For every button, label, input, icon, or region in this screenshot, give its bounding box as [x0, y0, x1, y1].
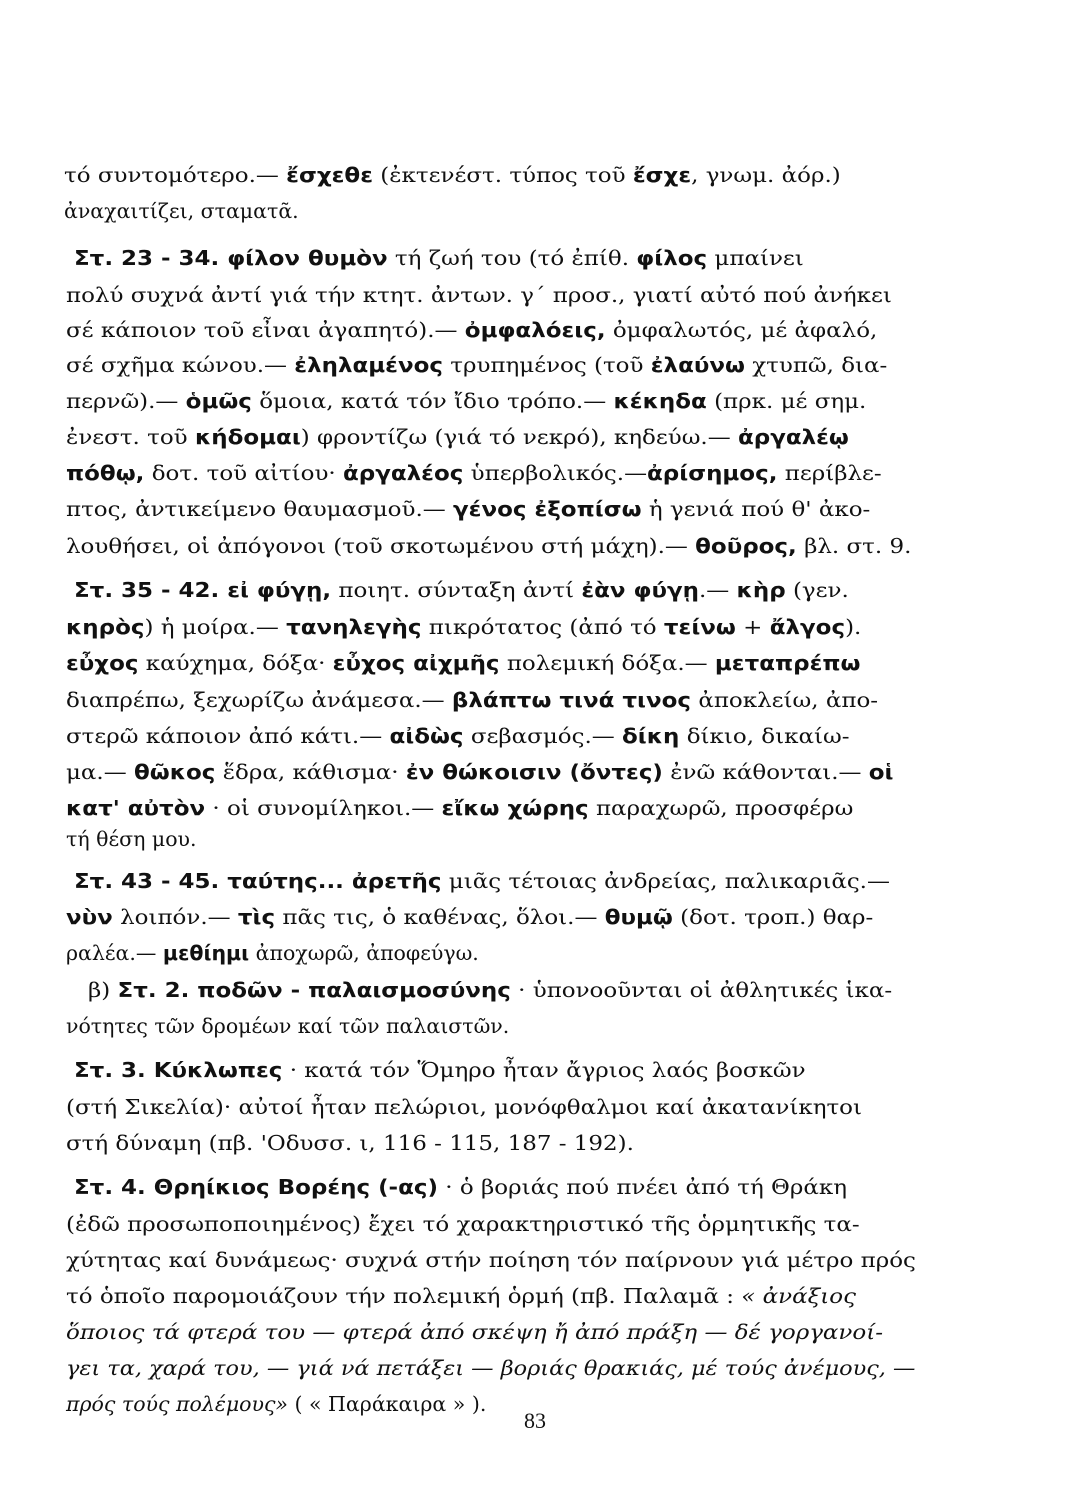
bold-term: εἴκω χώρης: [441, 796, 589, 820]
bold-term: κὴρ: [736, 578, 786, 602]
text-segment: ( « Παράκαιρα » ).: [287, 1392, 487, 1416]
text-segment: ).: [845, 615, 862, 639]
text-line: [66, 350, 887, 380]
bold-term: γένος ἐξοπίσω: [453, 497, 642, 521]
text-segment: πτος, ἀντικείμενο θαυμασμοῦ.—: [66, 497, 454, 521]
bold-term: δίκη: [622, 724, 680, 748]
text-line: [66, 793, 853, 823]
bold-term: ἐληλαμένος: [294, 353, 443, 377]
bold-term: Στ. 2. ποδῶν - παλαισμοσύνης: [117, 978, 511, 1002]
text-segment: βλ. στ. 9.: [796, 534, 912, 558]
text-segment: (ἐδῶ προσωποποιημένος) ἔχει τό χαρακτηριστικό τῆς ὁρμητικῆς τα-: [66, 1212, 860, 1236]
text-segment: πικρότατος (ἀπό τό: [421, 615, 664, 639]
bold-term: φίλος: [636, 246, 708, 270]
bold-term: ὀμφαλόεις,: [464, 318, 606, 342]
bold-term: Στ. 35 - 42.: [74, 578, 228, 602]
text-segment: τό ὁποῖο παρομοιάζουν τήν πολεμική ὁρμή (πβ. Παλαμᾶ :: [66, 1284, 742, 1308]
text-segment: ἐνεστ. τοῦ: [66, 425, 195, 449]
bold-term: τὶς: [237, 905, 276, 929]
bold-term: κηρὸς: [66, 615, 145, 639]
bold-term: κέκηδα: [613, 389, 707, 413]
text-segment: τή ζωή του (τό ἐπίθ.: [387, 246, 637, 270]
text-line: [66, 280, 892, 310]
text-segment: ραλέα.—: [66, 941, 163, 965]
text-segment: σέ σχῆμα κώνου.—: [66, 353, 295, 377]
text-line: [64, 160, 841, 190]
text-segment: ὀμφαλωτός, μέ ἀφαλό,: [605, 318, 878, 342]
text-segment: ἀποχωρῶ, ἀποφεύγω.: [249, 941, 479, 965]
bold-term: βλάπτω τινά τινος: [451, 688, 692, 712]
text-segment: ἕδρα, κάθισμα·: [215, 760, 406, 784]
bold-term: ἐλαύνω: [650, 353, 745, 377]
bold-term: ἔσχε: [632, 163, 692, 187]
text-line: [66, 315, 877, 345]
text-segment: τό συντομότερο.—: [64, 163, 287, 187]
text-segment: .—: [698, 578, 737, 602]
text-segment: ποιητ. σύνταξη ἀντί: [331, 578, 582, 602]
text-segment: ) ἡ μοίρα.—: [144, 615, 287, 639]
text-segment: · ὁ βοριάς πού πνέει ἀπό τή Θράκη: [437, 1175, 847, 1199]
text-line: [66, 1353, 915, 1383]
text-segment: · οἱ συνομίληκοι.—: [205, 796, 442, 820]
bold-term: Στ. 3. Κύκλωπες: [74, 1058, 283, 1082]
text-segment: ὑπερβολικός.—: [463, 461, 648, 485]
text-segment: διαπρέπω, ξεχωρίζω ἀνάμεσα.—: [66, 688, 452, 712]
bold-term: εὖχος: [66, 651, 139, 675]
text-segment: ἀναχαιτίζει, σταματᾶ.: [64, 199, 299, 223]
bold-term: εὖχος αἰχμῆς: [332, 651, 500, 675]
text-segment: +: [735, 615, 770, 639]
text-segment: λοιπόν.—: [112, 905, 238, 929]
bold-term: Στ. 4. Θρηίκιος Βορέης (-ας): [74, 1175, 438, 1199]
text-line: [66, 938, 479, 968]
text-line: [66, 685, 878, 715]
text-segment: τή θέση μου.: [66, 827, 197, 851]
text-line: [64, 196, 299, 226]
text-segment: καύχημα, δόξα·: [138, 651, 333, 675]
bold-term: εἰ φύγῃ,: [227, 578, 332, 602]
bold-term: ἔσχεθε: [286, 163, 373, 187]
text-line: [66, 1281, 856, 1311]
text-line: [66, 494, 870, 524]
text-segment: (ἐκτενέστ. τύπος τοῦ: [372, 163, 633, 187]
text-line: [66, 612, 861, 642]
bold-term: θοῦρος,: [695, 534, 797, 558]
bold-term: θῶκος: [133, 760, 216, 784]
bold-term: ἐὰν φύγῃ: [581, 578, 699, 602]
text-line: [66, 648, 861, 678]
text-segment: μπαίνει: [707, 246, 804, 270]
bold-term: κατ' αὐτὸν: [66, 796, 206, 820]
text-line: [66, 531, 911, 561]
text-line: [66, 458, 882, 488]
text-line: [66, 1209, 860, 1239]
text-segment: ἀποκλείω, ἀπο-: [691, 688, 879, 712]
text-line: [66, 386, 866, 416]
text-segment: πολεμική δόξα.—: [499, 651, 715, 675]
text-segment: , γνωμ. ἀόρ.): [691, 163, 841, 187]
bold-term: ἐν θώκοισιν (ὄντες): [405, 760, 663, 784]
text-segment: (πρκ. μέ σημ.: [706, 389, 867, 413]
text-line: [74, 1172, 847, 1202]
text-segment: · κατά τόν Ὅμηρο ἦταν ἄγριος λαός βοσκῶν: [282, 1058, 806, 1082]
text-segment: περνῶ).—: [66, 389, 186, 413]
text-segment: πᾶς τις, ὁ καθένας, ὅλοι.—: [275, 905, 605, 929]
bold-term: ἄλγος: [769, 615, 846, 639]
text-segment: νότητες τῶν δρομέων καί τῶν παλαιστῶν.: [66, 1014, 510, 1038]
bold-term: νὺν: [66, 905, 113, 929]
text-line: [74, 575, 849, 605]
text-segment: (γεν.: [785, 578, 849, 602]
text-segment: ὅμοια, κατά τόν ἴδιο τρόπο.—: [251, 389, 614, 413]
bold-term: ἀργαλέῳ: [738, 425, 849, 449]
text-segment: σέ κάποιον τοῦ εἶναι ἀγαπητό).—: [66, 318, 465, 342]
bold-term: ἀργαλέος: [343, 461, 464, 485]
text-segment: ἐνῶ κάθονται.—: [662, 760, 869, 784]
text-line: [66, 422, 849, 452]
text-segment: · ὑπονοοῦνται οἱ ἀθλητικές ἱκα-: [510, 978, 893, 1002]
italic-quote: ὅποιος τά φτερά του — φτερά ἀπό σκέψη ἤ ἀπό πράξη — δέ γοργανοί-: [66, 1320, 883, 1344]
text-segment: δίκιο, δικαίω-: [679, 724, 850, 748]
bold-term: θυμῷ: [604, 905, 673, 929]
italic-quote: γει τα, χαρά του, — γιά νά πετάξει — βοριάς θρακιάς, μέ τούς ἀνέμους, —: [66, 1356, 916, 1380]
bold-term: Στ. 23 - 34.: [74, 246, 228, 270]
bold-term: αἰδὼς: [389, 724, 464, 748]
text-segment: λουθήσει, οἱ ἀπόγονοι (τοῦ σκοτωμένου στή μάχη).—: [66, 534, 696, 558]
text-line: [66, 1245, 916, 1275]
text-segment: περίβλε-: [777, 461, 882, 485]
text-line: [66, 1092, 862, 1122]
text-line: [66, 1317, 883, 1347]
text-line: [74, 243, 804, 273]
bold-term: ταύτης... ἀρετῆς: [227, 869, 442, 893]
bold-term: τανηλεγὴς: [286, 615, 422, 639]
bold-term: φίλον θυμὸν: [227, 246, 388, 270]
text-segment: στή δύναμη (πβ. 'Οδυσσ. ι, 116 - 115, 187 - 192).: [66, 1131, 634, 1155]
text-line: [74, 1055, 806, 1085]
bold-term: πόθῳ,: [66, 461, 145, 485]
text-segment: στερῶ κάποιον ἀπό κάτι.—: [66, 724, 390, 748]
text-line: [66, 902, 873, 932]
italic-quote: πρός τούς πολέμους»: [66, 1392, 288, 1416]
text-line: [88, 975, 892, 1005]
text-segment: πολύ συχνά ἀντί γιά τήν κτητ. ἀντων. γ΄ προσ., γιατί αὐτό πού ἀνήκει: [66, 283, 892, 307]
bold-term: τείνω: [663, 615, 736, 639]
text-line: [66, 757, 894, 787]
page-number: 83: [524, 1408, 546, 1433]
text-segment: (στή Σικελία)· αὐτοί ἦταν πελώριοι, μονόφθαλμοι καί ἀκατανίκητοι: [66, 1095, 863, 1119]
text-segment: μιᾶς τέτοιας ἀνδρείας, παλικαριᾶς.—: [441, 869, 890, 893]
italic-quote: « ἀνάξιος: [741, 1284, 856, 1308]
text-segment: χύτητας καί δυνάμεως· συχνά στήν ποίηση τόν παίρνουν γιά μέτρο πρός: [66, 1248, 916, 1272]
text-line: [66, 721, 849, 751]
text-segment: χτυπῶ, δια-: [744, 353, 888, 377]
text-segment: τρυπημένος (τοῦ: [442, 353, 651, 377]
bold-term: ὁμῶς: [185, 389, 252, 413]
text-segment: ) φροντίζω (γιά τό νεκρό), κηδεύω.—: [300, 425, 738, 449]
text-segment: σεβασμός.—: [463, 724, 623, 748]
bold-term: μεθίημι: [162, 941, 250, 965]
text-segment: δοτ. τοῦ αἰτίου·: [144, 461, 344, 485]
bold-term: μεταπρέπω: [714, 651, 861, 675]
bold-term: κήδομαι: [194, 425, 301, 449]
text-segment: (δοτ. τροπ.) θαρ-: [672, 905, 874, 929]
text-line: [66, 1011, 509, 1041]
text-segment: β): [88, 978, 118, 1002]
text-line: [66, 1128, 634, 1158]
text-line: [74, 866, 890, 896]
text-line: [66, 824, 197, 854]
text-segment: μα.—: [66, 760, 134, 784]
bold-term: οἱ: [868, 760, 894, 784]
bold-term: Στ. 43 - 45.: [74, 869, 228, 893]
bold-term: ἀρίσημος,: [647, 461, 778, 485]
text-segment: παραχωρῶ, προσφέρω: [588, 796, 854, 820]
text-segment: ἡ γενιά πού θ' ἀκο-: [641, 497, 871, 521]
